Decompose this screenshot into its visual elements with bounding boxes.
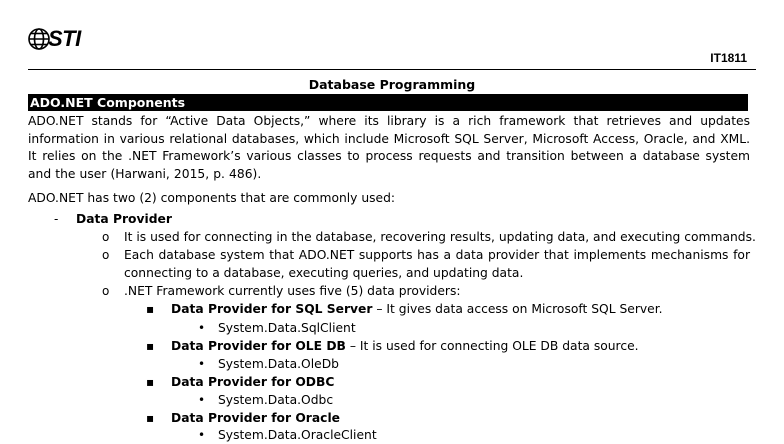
square-bullet: ▪	[146, 375, 155, 389]
provider-name: Data Provider for ODBC	[171, 375, 335, 389]
dot-bullet: •	[198, 393, 206, 407]
provider-namespace: System.Data.SqlClient	[218, 321, 356, 335]
provider-item	[171, 338, 639, 355]
dot-bullet: •	[198, 428, 206, 442]
sti-logo-text: STI	[48, 26, 81, 51]
dash-marker: -	[54, 212, 59, 226]
circle-bullet: o	[102, 248, 110, 262]
provider-name: Data Provider for Oracle	[171, 411, 341, 425]
circle-bullet: o	[102, 230, 110, 244]
header-divider	[28, 69, 756, 70]
section-heading-bar: ADO.NET Components	[28, 94, 748, 111]
point-implements: Each database system that ADO.NET supports has a data provider that implements mechanisms for connecting to a database, executing queries, and updating data.	[124, 248, 750, 280]
square-bullet: ▪	[146, 302, 155, 316]
page-title: Database Programming	[308, 77, 476, 92]
square-bullet: ▪	[146, 339, 155, 353]
provider-item	[171, 301, 663, 318]
dot-bullet: •	[198, 321, 206, 335]
provider-desc: – It is used for connecting OLE DB data source.	[345, 339, 639, 353]
circle-bullet: o	[102, 284, 110, 298]
dot-bullet: •	[198, 357, 206, 371]
provider-item	[171, 374, 334, 391]
provider-name: Data Provider for OLE DB	[171, 339, 346, 353]
intro-paragraph: ADO.NET stands for “Active Data Objects,” where its library is a rich framework that retrieves and updates information in various relational databases, which include Microsoft SQL Server, Microsoft Access, Oracle, and XML. It relies on the .NET Framework’s various classes to process requests and transition between a database system and the user (Harwani, 2015, p. 486).	[28, 114, 750, 181]
square-bullet: ▪	[146, 411, 155, 425]
point-connecting: It is used for connecting in the database, recovering results, updating data, and executing commands.	[124, 230, 756, 244]
components-lead: ADO.NET has two (2) components that are commonly used:	[28, 191, 396, 205]
provider-desc: – It gives data access on Microsoft SQL Server.	[372, 302, 663, 316]
provider-namespace: System.Data.Odbc	[218, 393, 334, 407]
provider-namespace: System.Data.OracleClient	[218, 428, 377, 442]
document-code: IT1811	[710, 51, 747, 65]
provider-name: Data Provider for SQL Server	[171, 302, 373, 316]
data-provider-heading: Data Provider	[76, 212, 172, 226]
provider-namespace: System.Data.OleDb	[218, 357, 339, 371]
point-five-providers: .NET Framework currently uses five (5) data providers:	[124, 284, 461, 298]
provider-item	[171, 410, 340, 427]
